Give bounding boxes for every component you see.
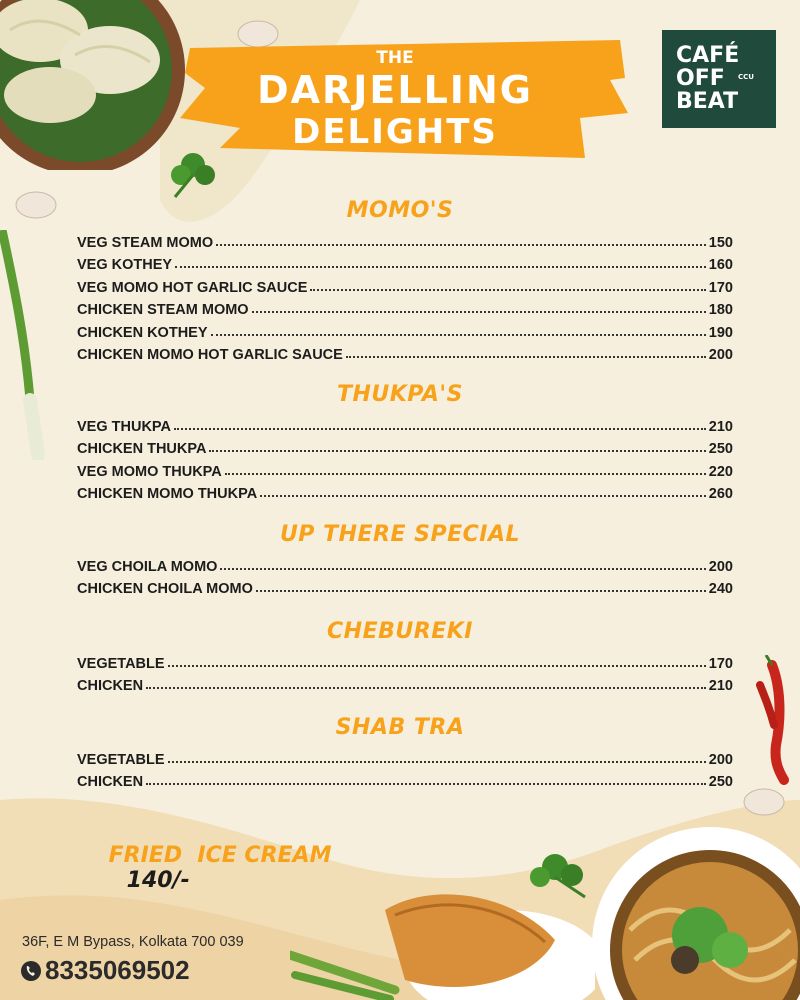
menu-item [77,649,733,672]
menu-item [77,228,733,251]
logo-line-beat: BEAT [676,89,739,114]
menu-list-shab-tra [77,745,733,790]
phone-line [20,955,190,986]
section-title-momos: MOMO'S [346,198,454,223]
item-price: 200 [708,751,733,768]
title-line-darjelling: DARJELLING [257,68,533,112]
item-name: CHICKEN MOMO HOT GARLIC SAUCE [77,347,343,363]
item-price: 170 [708,655,733,672]
menu-item [77,575,733,598]
menu-list-momos [77,228,733,363]
item-name: VEG MOMO THUKPA [77,463,222,480]
address-text: 36F, E M Bypass, Kolkata 700 039 [22,934,244,950]
special-name: FRIED ICE CREAM [108,843,332,868]
spring-onion-icon [0,230,60,460]
item-name: VEG CHOILA MOMO [77,558,218,575]
menu-item [77,435,733,458]
item-price: 210 [708,418,733,435]
special-price: 140/- [126,868,190,893]
item-name: VEG MOMO HOT GARLIC SAUCE [77,279,308,296]
menu-item [77,457,733,480]
item-name: CHICKEN STEAM MOMO [77,302,249,318]
menu-item [77,745,733,768]
phone-number: 8335069502 [45,955,190,985]
menu-item [77,412,733,435]
item-name: CHICKEN CHOILA MOMO [77,581,253,597]
cafe-logo [662,30,776,128]
phone-icon [20,960,42,982]
item-name: CHICKEN MOMO THUKPA [77,486,258,502]
menu-item [77,672,733,695]
item-price: 220 [708,463,733,480]
item-price: 200 [708,558,733,575]
item-price: 190 [708,324,733,341]
menu-item [77,273,733,296]
item-name: CHICKEN THUKPA [77,441,207,457]
menu-item [77,552,733,575]
menu-list-thukpas [77,412,733,502]
menu-item [77,296,733,319]
menu-item [77,251,733,274]
menu-item [77,318,733,341]
item-name: CHICKEN [77,774,144,790]
section-title-up-there-special: UP THERE SPECIAL [279,522,521,547]
item-name: VEGETABLE [77,655,165,672]
garlic-icon [740,782,790,822]
special-item [78,818,331,918]
item-name: VEG KOTHEY [77,257,173,273]
thukpa-bowl-image [590,820,800,1000]
section-title-thukpas: THUKPA'S [336,382,464,407]
item-price: 200 [708,347,733,363]
spring-onion-icon [290,935,400,1000]
item-name: VEGETABLE [77,751,165,768]
cheburek-image [375,870,595,1000]
logo-line-off: OFF [676,66,725,91]
menu-item [77,768,733,791]
menu-list-chebureki [77,649,733,694]
logo-line-cafe: CAFÉ [676,43,740,68]
item-name: VEG STEAM MOMO [77,234,214,251]
item-price: 260 [708,486,733,502]
item-price: 210 [708,678,733,694]
title-line-the: THE [376,48,414,68]
menu-list-up-there-special [77,552,733,597]
section-title-chebureki: CHEBUREKI [327,619,473,644]
item-name: VEG THUKPA [77,418,171,435]
section-title-shab-tra: SHAB TRA [335,715,465,740]
item-price: 250 [708,774,733,790]
menu-item [77,480,733,503]
item-price: 170 [708,279,733,296]
item-price: 240 [708,581,733,597]
item-name: CHICKEN [77,678,144,694]
menu-item [77,341,733,364]
title-line-delights: DELIGHTS [292,112,498,152]
logo-small-text: CCU [738,73,754,81]
item-price: 180 [708,302,733,318]
item-price: 250 [708,441,733,457]
item-price: 150 [708,234,733,251]
item-name: CHICKEN KOTHEY [77,324,208,341]
item-price: 160 [708,257,733,273]
